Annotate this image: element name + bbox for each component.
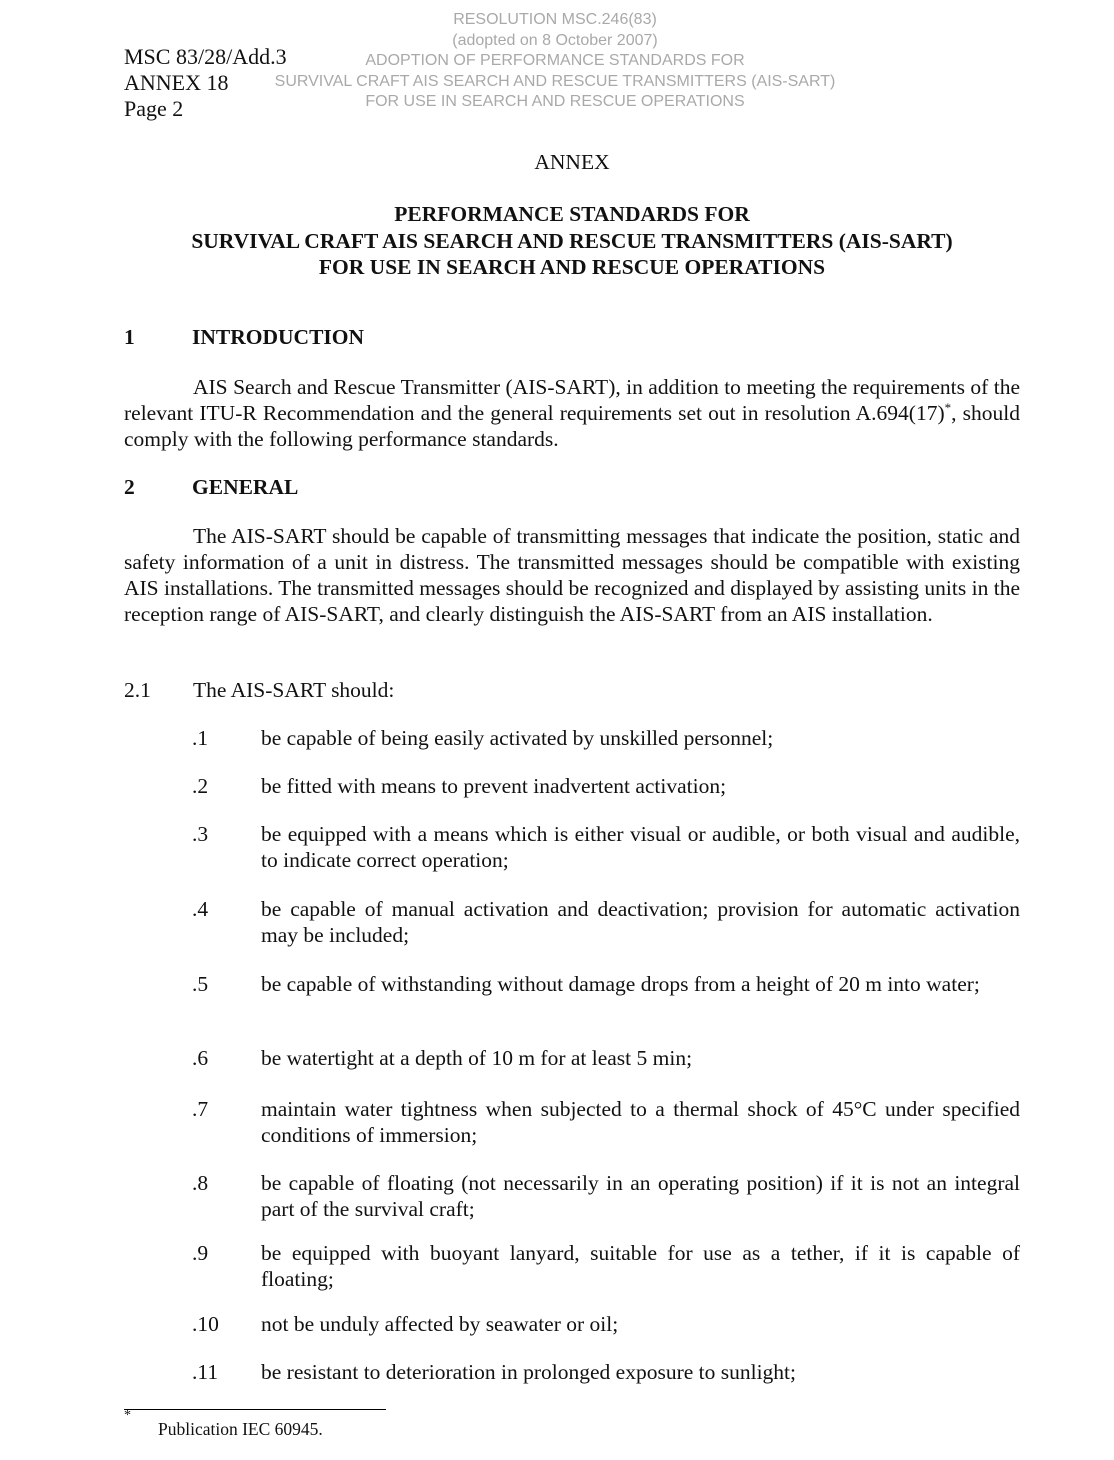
section-title: INTRODUCTION	[192, 325, 365, 349]
item-text: be capable of withstanding without damage drops from a height of 20 m into water;	[261, 972, 980, 996]
list-item	[192, 1359, 1020, 1385]
item-text: not be unduly affected by seawater or oil;	[261, 1312, 619, 1336]
list-item	[192, 773, 1020, 799]
page-number: Page 2	[124, 96, 184, 121]
item-number: .9	[192, 1241, 209, 1265]
doc-reference: MSC 83/28/Add.3	[124, 44, 287, 69]
watermark-line: SURVIVAL CRAFT AIS SEARCH AND RESCUE TRANSMITTERS (AIS-SART)	[274, 72, 836, 90]
document-title	[0, 201, 1114, 281]
item-number: .4	[192, 897, 209, 921]
item-text: be resistant to deterioration in prolonged exposure to sunlight;	[261, 1360, 797, 1384]
list-item	[192, 1170, 1020, 1222]
title-line: FOR USE IN SEARCH AND RESCUE OPERATIONS	[318, 255, 826, 279]
footnote-text: Publication IEC 60945.	[158, 1419, 323, 1439]
item-text: maintain water tightness when subjected to a thermal shock of 45°C under specified conditions of immersion;	[261, 1097, 1020, 1147]
list-item	[192, 821, 1020, 873]
subsection-text: The AIS-SART should:	[193, 678, 395, 702]
subsection-number: 2.1	[124, 678, 151, 702]
item-text: be capable of manual activation and deactivation; provision for automatic activation may be included;	[261, 897, 1020, 947]
list-item	[192, 1045, 1020, 1071]
resolution-watermark	[250, 10, 860, 113]
item-number: .6	[192, 1046, 209, 1070]
item-number: .7	[192, 1097, 209, 1121]
item-number: .10	[192, 1312, 219, 1336]
item-text: be equipped with buoyant lanyard, suitable for use as a tether, if it is capable of floating;	[261, 1241, 1020, 1291]
watermark-line: RESOLUTION MSC.246(83)	[453, 11, 657, 28]
title-line: SURVIVAL CRAFT AIS SEARCH AND RESCUE TRANSMITTERS (AIS-SART)	[191, 228, 953, 253]
list-item	[192, 896, 1020, 948]
item-number: .11	[192, 1360, 219, 1384]
intro-text-end: , should comply with the following performance standards.	[124, 401, 1020, 451]
item-text: be fitted with means to prevent inadvertent activation;	[261, 774, 727, 798]
list-item	[192, 971, 1020, 997]
item-text: be capable of floating (not necessarily in an operating position) if it is not an integral part of the survival craft;	[261, 1171, 1020, 1221]
watermark-line: ADOPTION OF PERFORMANCE STANDARDS FOR	[365, 52, 745, 69]
watermark-line: FOR USE IN SEARCH AND RESCUE OPERATIONS	[365, 93, 745, 110]
item-number: .5	[192, 972, 209, 996]
item-number: .2	[192, 774, 209, 798]
title-line: PERFORMANCE STANDARDS FOR	[394, 202, 750, 226]
list-item	[192, 1096, 1020, 1148]
introduction-paragraph	[124, 374, 1020, 452]
item-text: be capable of being easily activated by unskilled personnel;	[261, 726, 774, 750]
footnote-divider	[124, 1409, 386, 1410]
item-text: be watertight at a depth of 10 m for at least 5 min;	[261, 1046, 693, 1070]
annex-reference: ANNEX 18	[124, 70, 229, 95]
list-item	[192, 1240, 1020, 1292]
item-number: .3	[192, 822, 209, 846]
page-header	[124, 44, 287, 122]
list-item	[192, 1311, 1020, 1337]
annex-label: ANNEX	[534, 150, 610, 174]
section-number: 1	[124, 325, 135, 349]
list-item	[192, 725, 1020, 751]
watermark-line: (adopted on 8 October 2007)	[452, 31, 658, 49]
intro-text: AIS Search and Rescue Transmitter (AIS-SART), in addition to meeting the requirements of the relevant ITU-R Recommendation and the general requirements set out in resolution A.694(17)	[124, 375, 1020, 425]
footnote-mark: *	[124, 1408, 131, 1423]
section-number: 2	[124, 475, 135, 499]
item-number: .8	[192, 1171, 209, 1195]
item-text: be equipped with a means which is either visual or audible, or both visual and audible, to indicate correct operation;	[261, 822, 1020, 872]
footnote-reference: *	[944, 399, 952, 415]
section-title: GENERAL	[192, 475, 299, 499]
item-number: .1	[192, 726, 209, 750]
general-paragraph: The AIS-SART should be capable of transmitting messages that indicate the position, static and safety information of a unit in distress. The transmitted messages should be compatible with existing AIS installations. The transmitted messages should be recognized and displayed by assisting units in the reception range of AIS-SART, and clearly distinguish the AIS-SART from an AIS installation.	[124, 524, 1020, 626]
